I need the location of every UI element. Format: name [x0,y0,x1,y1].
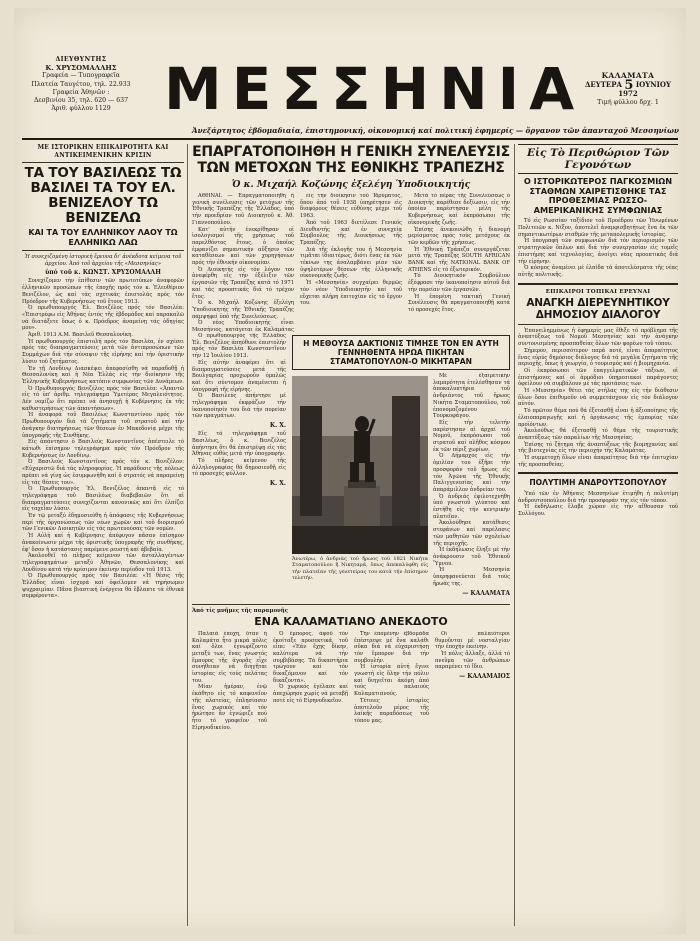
office-line: Γραφεία — Τυπογραφεῖα [42,72,120,80]
section-label: ΕΠΙΚΑΙΡΟΙ ΤΟΠΙΚΑΙ ΕΡΕΥΝΑΙ [545,288,651,295]
article-paragraph: Ἀκολουθεῖ τό πλῆρες κείμενον τῶν ἀνταλλαγέντων τηλεγραφημάτων μεταξύ Ἀθηνῶν, Θεσσαλονίκης καί Λονδίνου κατά τήν κρίσιμον ἐκείνην περίοδον τοῦ 1913. [22,553,184,573]
honor-headline: ΠΟΛΥΤΙΜΗ ΑΝΔΡΟΥΤΣΟΠΟΥΛΟΥ [529,478,667,488]
masthead-tagline: Ἀνεξάρτητος ἑβδομαδιαία, ἐπιστημονική, οἰκονομική καί πολιτική ἐφημερίς — ὄργανον τῶν ἀπανταχοῦ Μεσσηνίων [192,126,679,135]
left-byline: ὑπό τοῦ κ. ΚΩΝΣΤ. ΧΡΥΣΟΜΑΛΛΗ [45,269,161,277]
article-paragraph: Ἡ Ἐθνική Τράπεζα συνεργάζεται μετά τῆς Τραπέζης SOUTH AFRICAN BANK καί τῆς NATIONAL BANK OF ATHENS εἰς τό ἐξωτερικόν. [408,246,510,273]
office-line: Δεσβινίου 35, τηλ. 620 — 637 [33,97,129,105]
article-paragraph: Μίαν ἡμέραν, ἐνῷ ἐκάθητο εἰς τό καφενεῖον τῆς πλατείας, ἐπλησίασεν ἕνας χωρικός καί τόν ἠρώτησε ἄν ἐγνώριζε πού ἦτο τό γραφεῖον τοῦ Εἰρηνοδικείου. [192,684,267,731]
article-paragraph: Μέ ἐξαιρετικήν λαμπρότητα ἐτελέσθησαν τά ἀποκαλυπτήρια τοῦ ἀνδριάντος τοῦ ἥρωος Νικήτα Σταματοπούλου, τοῦ ἐπονομαζομένου Τουρκοφάγου. [433,373,510,420]
article-paragraph: Ἡ ἐπομένη τακτική Γενική Συνέλευσις θά πραγματοποιηθῇ κατά τό προσεχές ἔτος. [408,293,510,313]
summit-headline: Ο ΙΣΤΟΡΙΚΩΤΕΡΟΣ ΠΑΓΚΟΣΜΙΩΝ ΣΤΑΘΜΩΝ ΧΑΙΡΕΤΙΣΘΗΚΕ ΤΑΣ ΠΡΟΘΕΣΜΙΑΣ ΡΩΣΣΟ-ΑΜΕΡΙΚΑΝΙΚΗΣ ΣΥΜΦΩΝΙΑΣ [523,176,673,215]
divider [22,250,184,251]
date-month: ΙΟΥΝΙΟΥ [635,79,672,89]
article-paragraph: Συνεχίζομεν τὴν ἐπίθεσιν τῶν πρωτοτύπων ἀναφορῶν ἑλληνικῶν προσώπων τῆς ἐποχῆς πρός τόν κ. Ἐλευθέριον Βενιζέλον, ὡς καί τάς σχετικάς ἐπιστολάς πρός τόν Πρόεδρον τῆς Κυβερνήσεως τοῦ ἔτους 1913. [22,278,184,305]
photo-column [292,373,428,599]
masthead-left-info [22,56,140,113]
article-paragraph: Ἐπίσης ἀνεκοινώθη ἡ διανομή μερίσματος πρός τούς μετόχους ἐκ τῶν κερδῶν τῆς χρήσεως. [408,226,510,246]
photo-row [292,373,510,599]
article-paragraph: Ὁ Πρωθυπουργός Ἐλ. Βενιζέλος ἀπαντᾷ εἰς τό τηλεγράφημα τοῦ Βασιλέως διαβεβαιῶν ὅτι αἱ διαπραγματεύσεις συνεχίζονται κανονικῶς καί ὅτι ἐλπίζει εἰς ταχεῖαν λύσιν. [22,486,184,513]
article-paragraph: Ὑπό τῶν ἐν Ἀθήναις Μεσσηνίων ἐτιμήθη ἡ πολυτίμη ἀνδρουτσοπούλου διά τήν προσφοράν της εἰς τόν τόπον. [518,491,678,504]
signoff: Κ. Χ. [269,422,286,430]
photo-story-main [292,333,510,601]
signoff: Κ. Χ. [269,480,286,488]
divider [22,162,184,163]
article-paragraph: Παλαιά ἐποχή, ὅταν ἡ Καλαμάτα ἦτο μικρά πόλις καί ὅλοι ἐγνωρίζοντο μεταξύ των, ἕνας γνωστός ἔμπορος τῆς ἀγορᾶς εἶχε συνήθειαν νά διηγῆται ἱστορίας εἰς τούς πελάτας του. [192,630,267,684]
article-paragraph: Οἱ παλαιότεροι θυμοῦνται μέ νοσταλγίαν τήν ἐποχήν ἐκείνην. [435,630,510,651]
director-label: ΔΙΕΥΘΥΝΤΗΣ [55,56,107,63]
article-paragraph: Οἱ ἐκπρόσωποι τῶν ἐπαγγελματικῶν τάξεων, οἱ ἐπιστήμονες καί οἱ ἁρμόδιοι ὑπηρεσιακοί παράγοντες ὀφείλουν νά συμβάλουν μέ τάς προτάσεις των. [518,367,678,388]
article-paragraph: Ἐπίσης τό ζήτημα τῆς ἀναπτύξεως τῆς βιομηχανίας καί τῆς βιοτεχνίας εἰς τήν περιοχήν τῆς Καλαμάτας. [518,441,678,455]
divider [518,324,678,325]
dialogue-headline: ΑΝΑΓΚΗ ΔΙΕΡΕΥΝΗΤΙΚΟΥ ΔΗΜΟΣΙΟΥ ΔΙΑΛΟΓΟΥ [526,296,670,321]
masthead [14,8,686,135]
article-paragraph: Εἰς αὐτήν ἀναφέρει ὅτι αἱ διαπραγματεύσεις μετά τῆς Βουλγαρίας προχωροῦν ὁμαλῶς καί ὅτι σύντομον ἀναμένεται ἡ ὑπογραφή τῆς εἰρήνης. [192,359,286,393]
signoff: — ΚΑΛΑΜΑΙΟΣ [459,673,510,681]
left-subheadline: ΚΑΙ ΤΑ ΤΟΥ ΕΛΛΗΝΙΚΟΥ ΛΑΟΥ ΤΩ ΕΛΛΗΝΙΚΩ ΛΑΩ [28,228,178,247]
article-paragraph: Τό Διοικητικόν Συμβούλιον ἐξέφρασε τήν ἱκανοποίησιν αὐτοῦ διά τήν πορείαν τῶν ἐργασιῶν. [408,273,510,293]
article-paragraph: Ἀπό τοῦ 1963 διετέλεσε Γενικός Διευθυντής καί ἐν συνεχείᾳ Σύμβουλος τῆς Διοικήσεως τῆς Τραπέζης. [300,219,402,246]
article-paragraph: Τό πρῶτον θέμα πού θά ἐξετασθῇ εἶναι ἡ ἀξιοποίησις τῆς ἐλαιοπαραγωγῆς καί ἡ ὀργάνωσις τῆς ἐμπορίας τῶν προϊόντων. [518,408,678,428]
article-paragraph: Τέτοιες ἱστορίες ἀποτελοῦν μέρος τῆς λαϊκῆς παραδόσεως τοῦ τόπου μας. [354,697,429,724]
photo-headline: Η ΜΕΘΟΥΣΑ ΔΑΚΤΙΟΝΙΣ ΤΙΜΗΣΕ ΤΟΝ ΕΝ ΑΥΤΗ ΓΕΝΝΗΘΕΝΤΑ ΗΡΩΑ ΠΙΚΗΤΑΝ ΣΤΑΜΑΤΟΠΟΥΛΟΝ-Ο ΜΙΚΗΤΑΡΑΝ [303,339,499,366]
article-paragraph: Ἐπανειλημμένως ἡ ἐφημερίς μας ἔθιξε τό πρόβλημα τῆς ἀναπτύξεως τοῦ Νομοῦ Μεσσηνίας καί τήν ἀνάγκην συντονισμένης προσπαθείας ὅλων τῶν φορέων τοῦ τόπου. [518,327,678,348]
divider [518,283,678,285]
right-column [518,144,678,928]
article-paragraph: Μετά τό πέρας τῆς Συνελεύσεως ὁ Διοικητής παρέθεσε δεξίωσιν, εἰς τήν ὁποίαν παρέστησαν μέλη τῆς Κυβερνήσεως καί ἐκπρόσωποι τῆς οἰκονομικῆς ζωῆς. [408,193,510,226]
article-paragraph: Ὁ Πρωθυπουργός Βενιζέλος πρός τόν Βασιλέα: «Ἀπαντῶ εἰς τό ὑπ' ἀριθμ. τηλεγράφημα Ὑμετέρας Μεγαλειότητος. Δέν νομίζω ὅτι πρέπει νά ἀνησυχῇ ἡ Κυβέρνησις ἐκ τῆς καθυστερήσεως τῶν ἀπαντήσεων». [22,385,184,412]
article-paragraph: Ὁ Πρωθυπουργός πρός τόν Βασιλέα: «Ἡ θέσις τῆς Ἑλλάδος εἶναι ἰσχυρά καί ὀφείλομεν νά τηρήσωμεν ψυχραιμίαν. Πᾶσα βιαστική ἐνέργεια θά ἔβλαπτε τά ἐθνικά συμφέροντα». [22,573,184,600]
article-paragraph: Ὁ νέος Ὑποδιοικητής εἶναι Μεσσήνιος, κατάγεται ἐκ Καλαμάτας [192,320,294,333]
left-column [22,144,184,928]
article-paragraph: Ὁ ἔμπορος, ἀφοῦ τόν ἐκοίταξε προσεκτικά, τοῦ εἶπε: «Ἐάν ἔχῃς δίκην, καλύτερα νά τήν συμβιβάσῃς. Τά δικαστήρια τρώγουν καί τόν δικαζόμενον καί τόν δικάζοντα». [273,630,348,684]
masthead-right-info [574,72,682,107]
article-paragraph: Σήμερον, περισσότερον παρά ποτέ, εἶναι ἀπαραίτητος ἕνας εὐρύς δημόσιος διάλογος διά τά μεγάλα ζητήματα τῆς περιοχῆς, ὅπως ἡ γεωργία, ὁ τουρισμός καί ἡ βιομηχανία. [518,347,678,368]
signoff: — ΚΑΛΑΜΑΤΑ [462,589,510,597]
director-name: Κ. ΧΡΥΣΟΜΑΛΛΗΣ [45,64,117,73]
article-paragraph: Ὁ ἀνδριάς ἐφιλοτεχνήθη ὑπό γνωστοῦ γλύπτου καί ἐστήθη εἰς τήν κεντρικήν πλατεῖαν. [433,493,510,520]
article-paragraph: Τήν ἑπομένην ἑβδομάδα ἐπέστρεψε μέ ἕνα καλάθι σῦκα διά νά εὐχαριστήσῃ τόν ἔμπορον διά τήν συμβουλήν. [354,630,429,664]
date-day: 5 [624,77,634,93]
article-paragraph: εἰς τήν διοίκησιν τοῦ Ἱδρύματος, ὅπου ἀπό τοῦ 1938 ὑπηρέτησεν εἰς διαφόρους θέσεις εὐθύνης μέχρι τοῦ 1963. [300,193,402,220]
photo-caption: Ἀνωτέρω, ὁ ἀνδριὰς τοῦ ἥρωος τοῦ 1821 Νικήτα Σταματοπούλου ἢ Νικηταρᾶ, ὅπως ἀπεκαλύφθη εἰς τήν πλατεῖαν τῆς γενετείρας του κατά τήν ἐπίσημον τελετήν. [292,556,428,581]
office-line: Γραφεία Ἀθηνῶν : [52,88,110,96]
left-headline: ΤΑ ΤΟΥ ΒΑΣΙΛΕΩΣ ΤΩ ΒΑΣΙΛΕΙ ΤΑ ΤΟΥ ΕΛ. ΒΕΝΙΖΕΛΟΥ ΤΩ ΒΕΝΙΖΕΛΩ [24,165,182,226]
statue-photo [292,376,428,554]
divider [518,472,678,474]
photo-headline-box [292,335,510,370]
article-paragraph: Ἀκολούθησε κατάθεσις στεφάνων καί παρέλασις τῶν μαθητῶν τῶν σχολείων τῆς περιοχῆς. [433,520,510,547]
article-paragraph: Ἀριθ. 1913 Α.Μ. Βασιλεῦ Θεσσαλονίκη. [28,332,133,339]
article-paragraph: Ἡ πρωθυπουργός ἐπιστολή πρός τόν Βασιλέα, ἐν σχέσει πρός τάς διαπραγματεύσεις μετά τῶν ἀντιπροσώπων τῶν Συμμάχων διά τήν σύναψιν τῆς εἰρήνης καί τήν ὁριστικήν λύσιν τοῦ ζητήματος. [22,338,184,365]
column-divider [514,144,515,926]
margin-heading: Εἰς Τὸ Περιθώριον Τῶν Γεγονότων [518,144,678,174]
article-paragraph: Κατ' αὐτήν ἐνεκρίθησαν οἱ ἰσολογισμοί τῆς χρήσεως τοῦ παρελθόντος ἔτους, ὁ ὁποῖος ἐμφανίζει σημαντικήν αὔξησιν τῶν καταθέσεων καί τῶν χορηγήσεων πρός τήν ἐθνικήν οἰκονομίαν. [192,226,294,267]
article-paragraph: Ἡ Αὐλή καί ἡ Κυβέρνησις ἀπέφυγον πᾶσαν ἐπίσημον ἀνακοίνωσιν μέχρι τῆς ὁριστικῆς ὑπογραφῆς τῆς συνθήκης, ἐφ' ὅσον ἡ κατάστασις παρέμενε ρευστή καί ἀβεβαία. [22,533,184,553]
article-paragraph: Ἡ «Μεσσηνία» συγχαίρει θερμῶς τόν νέον Ὑποδιοικητήν καί τοῦ εὔχεται πλήρη ἐπιτυχίαν εἰς τό ἔργον του. [300,280,402,307]
left-kicker: ΜΕ ΙΣΤΟΡΙΚΗΝ ΕΠΙΚΑΙΡΟΤΗΤΑ ΚΑΙ ΑΝΤΙΚΕΙΜΕΝΙΚΗΝ ΚΡΙΣΙΝ [37,144,169,159]
newspaper-page [14,8,686,934]
anecdote-kicker: Ἀπό τίς μνῆμες τῆς παραμονῆς [192,608,288,614]
article-paragraph: Ἐν τῇ Λονδίνῳ Διασκέψει ἀπεφασίσθη νά παραδοθῇ ἡ Θεσσαλονίκη καί ἡ Νέα Ἑλλάς εἰς τήν διοίκησιν τῆς Ἑλληνικῆς Κυβερνήσεως κατόπιν συμφωνίας τῶν Δυνάμεων. [22,365,184,385]
city-label: ΚΑΛΑΜΑΤΑ [601,71,655,80]
article-paragraph: Ἀκολούθως θά ἐξετασθῇ τό θέμα τῆς τουριστικῆς ἀναπτύξεως τῶν παραλίων τῆς Μεσσηνίας. [518,428,678,441]
article-paragraph: Ἡ «Μεσσηνία» θέτει τάς στήλας της εἰς τήν διάθεσιν ὅλων ὅσοι ἐπιθυμοῦν νά συμμετάσχουν εἰς τόν διάλογον αὐτόν. [518,388,678,408]
article-paragraph: Ἡ ἀναφορά τοῦ Βασιλέως Κωνσταντίνου πρός τόν Πρωθυπουργόν διά τά ζητήματα τοῦ στρατοῦ καί τήν ἀνάγκην διατηρήσεως τῶν θέσεων ἐν Μακεδονίᾳ μέχρι τῆς ὑπογραφῆς τῆς Συνθήκης. [22,412,184,439]
price-label: Τιμή φύλλου δρχ. 1 [597,98,659,106]
center-column [192,144,510,928]
article-paragraph: Ὁ πρωθυπουργός Ἐλ. Βενιζέλος πρός τόν Βασιλέα: «Ἐπιστρέφω εἰς Ἀθήνας ἐντός τῆς ἑβδομάδος καί παρακαλῶ νά διατάξετε ὅπως ὁ κ. Πρόεδρος ἀναμείνῃ τάς ὁδηγίας μου». [22,305,184,332]
article-paragraph: ΑΘΗΝΑΙ. — Ἐπραγματοποιήθη ἡ γενική συνέλευσις τῶν μετόχων τῆς Ἐθνικῆς Τραπέζης τῆς Ἑλλάδος, ὑπό τήν προεδρίαν τοῦ Διοικητοῦ κ. Ἀθ. Γιαννοπούλου. [192,193,294,226]
article-paragraph: Ὁ κ. Μιχαήλ Κοζώνης ἐξελέγη Ὑποδιοικητής τῆς Ἐθνικῆς Τραπέζης παμψηφεί ὑπό τῆς Συνελεύσεως. [192,300,294,320]
article-paragraph: Ὁ Δήμαρχος εἰς τήν ὁμιλίαν του ἐξῆρε τήν προσφοράν τοῦ ἥρωος εἰς τόν Ἀγῶνα τῆς Ἐθνικῆς Παλιγγενεσίας καί τήν ἀπαράμιλλον ἀνδρείαν του. [433,453,510,493]
article-paragraph: Ἐν τῷ μεταξύ ἐδημοσιεύθη ἡ ἀπόφασις τῆς Κυβερνήσεως περί τῆς ὀργανώσεως τῶν νέων χωρῶν καί τοῦ διορισμοῦ τῶν Γενικῶν Διοικητῶν εἰς τάς πρωτευούσας τῶν νομῶν. [22,513,184,533]
statue-photo-image [292,376,428,554]
date-weekday: ΔΕΥΤΕΡΑ [584,79,622,89]
article-paragraph: Ἡ ἐκδήλωσις ἔληξε μέ τήν ἀνάκρουσιν τοῦ Ἐθνικοῦ Ὕμνου. [433,547,510,567]
bank-subheadline: Ὁ κ. Μιχαήλ Κοζώνης ἐξελέγη Ὑποδιοικητής [231,179,471,190]
article-paragraph: Ἡ πόλις ἄλλαξε, ἀλλά τό πνεῦμα τῶν ἀνθρώπων παραμένει τό ἴδιο. [435,650,510,671]
article-paragraph: Ἡ ἱστορία αὐτή ἔγινε γνωστή εἰς ὅλην τήν πόλιν καί διηγεῖται ἀκόμη ἀπό τούς παλαιούς Καλαματιανούς. [354,664,429,698]
article-paragraph: Ἡ ὑπογραφή τῶν συμφωνιῶν διά τόν περιορισμόν τῶν στρατηγικῶν ὅπλων καί διά τήν συνεργασίαν εἰς τομεῖς ἐπιστήμης καί τεχνολογίας, ἀνοίγει νέας προοπτικάς διά τήν εἰρήνην. [518,238,678,265]
issue-year: 1972 [618,89,638,98]
article-paragraph: Ὁ χωρικός ἐγέλασε καί ἀπεχώρησε χωρίς νά μεταβῇ ποτέ εἰς τό Εἰρηνοδικεῖον. [273,684,348,704]
photo-side-text [433,373,510,599]
office-line: Ἀριθ. φύλλου 1129 [51,105,111,113]
bank-headline: ΕΠΑΡΓΑΤΟΠΟΙΗΘΗ Η ΓΕΝΙΚΗ ΣΥΝΕΛΕΥΣΙΣ ΤΩΝ ΜΕΤΟΧΩΝ ΤΗΣ ΕΘΝΙΚΗΣ ΤΡΑΠΕΖΗΣ [192,144,510,176]
column-divider [187,144,188,926]
divider [192,604,510,605]
article-paragraph: Ὁ Βασιλεύς Κωνσταντῖνος πρός τόν κ. Βενιζέλον: «Εὐχαριστῶ διά τάς πληροφορίας. Ἡ παράδοσις τῆς πόλεως πρέπει νά γίνῃ ὡς ἐσυμφωνήθη καί ὁ στρατός νά παραμείνῃ εἰς τάς θέσεις του». [22,459,184,486]
left-intro: Ἡ συνεχιζομένη ἱστορική ἔρευνα δι' ἀνέκδοτα κείμενα τοῦ ἀρχείου. Ἀπό τοῦ ἀρχείου τῆς «Μεσσηνίας» [24,254,182,267]
article-paragraph: Τό εἰς Ρωσσίαν ταξίδιον τοῦ Προέδρου τῶν Ἡνωμένων Πολιτειῶν κ. Νίξον, ἀποτελεῖ ἀναμφισβητήτως ἕνα ἐκ τῶν σημαντικωτέρων σταθμῶν τῆς μεταπολεμικῆς ἱστορίας. [518,218,678,238]
bank-article [192,193,510,333]
anecdote-article [192,631,510,732]
article-paragraph: Ἡ Μεσσηνία ὑπερηφανεύεται διά τούς ἥρωάς της. [433,567,510,587]
anecdote-headline: ΕΝΑ ΚΑΛΑΜΑΤΙΑΝΟ ΑΝΕΚΔΟΤΟ [254,614,448,628]
article-paragraph: Εἰς ἀπάντησιν ὁ Βασιλεύς Κωνσταντῖνος ἀπέστειλε τό κάτωθι ἐπίσημον τηλεγράφημα πρός τόν Πρόεδρον τῆς Κυβερνήσεως ἐν Λονδίνῳ. [22,439,184,459]
article-paragraph: Εἰς τό τηλεγράφημα τοῦ Βασιλέως, ὁ κ. Βενιζέλος ἀπήντησε ὅτι θά ἐπιστρέψῃ εἰς τάς Ἀθήνας εὐθύς μετά τήν ὑπογραφήν. [192,431,286,458]
article-paragraph: Ὁ κόσμος ἀναμένει μέ ἐλπίδα τά ἀποτελέσματα τῆς νέας αὐτῆς πολιτικῆς. [518,265,678,278]
photo-story-left [192,333,286,601]
photo-story [192,333,510,601]
office-line: Πλατεία Ταυγέτου, τηλ. 22.933 [31,80,131,88]
article-paragraph: Τό πλῆρες κείμενον τῆς ἀλληλογραφίας θά δημοσιευθῇ εἰς τό προσεχές φύλλον. [192,457,286,478]
newspaper-title: ΜΕΣΣΗΝΙΑ [164,55,585,123]
article-paragraph: Ἡ ἐκδήλωσις ἔλαβε χώραν εἰς τήν αἴθουσαν τοῦ Συλλόγου. [518,504,678,518]
article-paragraph: Ὁ πρωθυπουργός τῆς Ἑλλάδος Ἐλ. Βενιζέλος ἀπηύθυνε ἐπιστολήν πρός τόν Βασιλέα Κωνσταντῖνον τήν 12 Ἰουλίου 1913. [192,333,286,360]
article-paragraph: Ἡ συμμετοχή ὅλων εἶναι ἀπαραίτητος διά τήν ἐπιτυχίαν τῆς προσπαθείας. [518,455,678,468]
masthead-rule [22,138,678,140]
article-paragraph: Εἰς τήν τελετήν παρέστησαν αἱ ἀρχαί τοῦ Νομοῦ, ἐκπρόσωποι τοῦ στρατοῦ καί πλῆθος κόσμου ἐκ τῶν πέριξ χωρίων. [433,419,510,453]
article-paragraph: Διά τῆς ἐκλογῆς του ἡ Μεσσηνία τιμᾶται ἰδιαιτέρως, διότι ἕνας ἐκ τῶν τέκνων της ἀναλαμβάνει μίαν τῶν ὑψηλοτέρων θέσεων τῆς ἑλληνικῆς οἰκονομικῆς ζωῆς. [300,246,402,280]
article-paragraph: Ὁ Βασιλεύς ἀπήντησε μέ τηλεγράφημα ἐκφράζων τήν ἱκανοποίησίν του διά τήν πορείαν τῶν πραγμάτων. [192,393,286,420]
article-paragraph: Ὁ Διοικητής εἰς τόν λόγον του ἀνεφέρθη εἰς τήν ἐξέλιξιν τῶν ἐργασιῶν τῆς Τραπέζης κατά τό 1971 καί τάς προοπτικάς διά τό τρέχον ἔτος. [192,266,294,300]
